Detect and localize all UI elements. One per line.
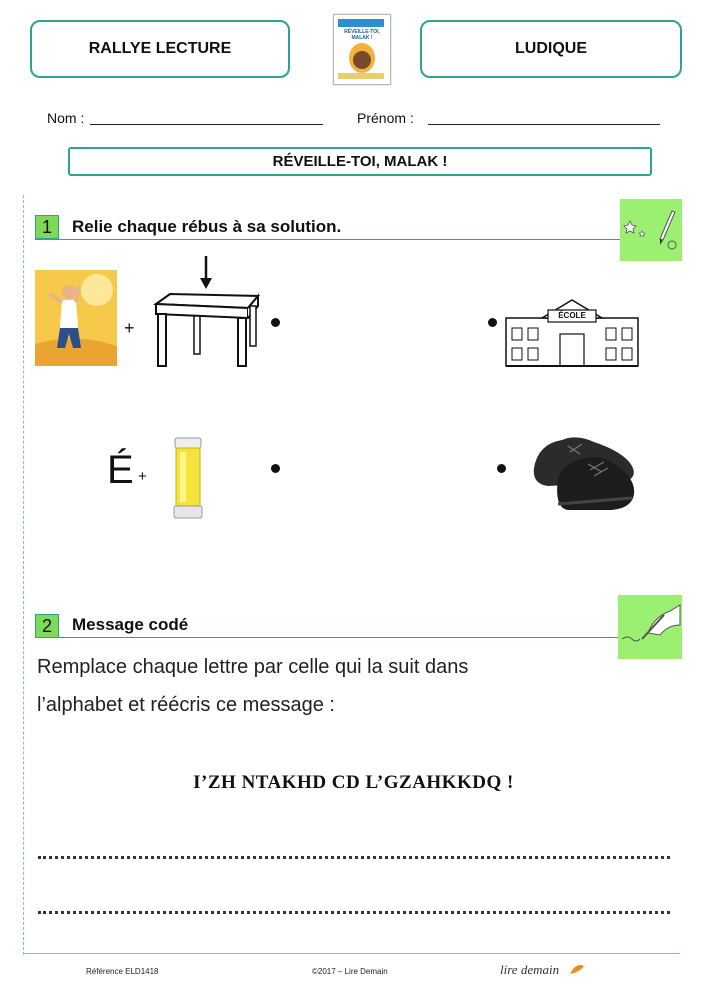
school-dot[interactable] (488, 318, 497, 327)
reference-text: Référence ELD1418 (86, 967, 159, 976)
section1-number: 1 (35, 215, 59, 239)
glue-stick-image (173, 434, 203, 520)
answer-line-2[interactable] (38, 911, 670, 914)
rebus2-dot[interactable] (271, 464, 280, 473)
nom-label: Nom : (47, 110, 85, 126)
margin-line (23, 195, 24, 955)
prenom-field[interactable] (428, 112, 660, 125)
hot-man-image (35, 270, 117, 366)
rebus2-letter: É (107, 448, 134, 492)
section2-number: 2 (35, 614, 59, 638)
book-title-box (68, 147, 652, 176)
ludique-label: LUDIQUE (515, 40, 587, 57)
coded-message: I’ZH NTAKHD CD L’GZAHKKDQ ! (193, 772, 514, 793)
shoes-image (528, 428, 640, 516)
lire-demain-logo (500, 960, 590, 982)
rallye-lecture-box (30, 20, 290, 78)
rallye-lecture-label: RALLYE LECTURE (88, 40, 232, 57)
answer-line-1[interactable] (38, 856, 670, 859)
ludique-box (420, 20, 682, 78)
footer-rule (23, 953, 680, 954)
book-title: RÉVEILLE-TOI, MALAK ! (272, 153, 448, 170)
book-cover-image (333, 14, 391, 85)
section2-rule (35, 637, 620, 638)
rebus1-dot[interactable] (271, 318, 280, 327)
section1-title: Relie chaque rébus à sa solution. (72, 217, 342, 236)
instruction-line1: Remplace chaque lettre par celle qui la suit dans (37, 656, 469, 678)
table-image (150, 292, 260, 370)
rebus1-plus: + (124, 318, 135, 338)
section2-title: Message codé (72, 615, 189, 634)
nom-field[interactable] (90, 112, 323, 125)
down-arrow-icon (199, 256, 213, 290)
copyright-text: ©2017 – Lire Demain (312, 967, 388, 976)
section1-rule (35, 239, 620, 240)
instruction-line2: l’alphabet et réécris ce message : (37, 694, 335, 716)
book-cover-title: RÉVEILLE-TOI, MALAK ! (344, 29, 380, 41)
logo-text: lire demain (500, 962, 560, 977)
pencil-stars-icon (620, 199, 682, 261)
writing-hand-icon (618, 595, 682, 659)
school-sign-text: ÉCOLE (558, 311, 586, 320)
shoes-dot[interactable] (497, 464, 506, 473)
rebus2-plus: + (138, 468, 147, 485)
school-image (502, 296, 642, 368)
prenom-label: Prénom : (357, 110, 414, 126)
